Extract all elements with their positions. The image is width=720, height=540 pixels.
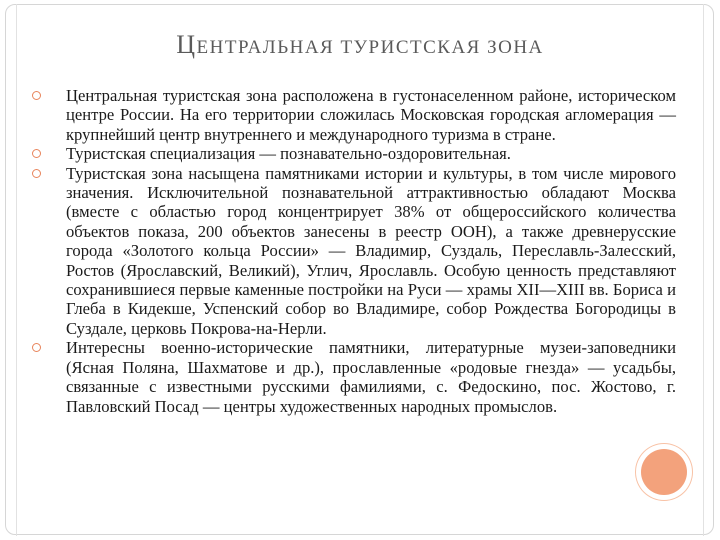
- title-capital-letter: Ц: [176, 30, 197, 59]
- list-item-text: Центральная туристская зона расположена в густонаселенном районе, историческом центре России. На его территории сложилась Московская городская агломерация — крупнейший центр внутреннего и международного туризма в стране.: [66, 86, 676, 144]
- frame-line-right: [703, 4, 704, 536]
- list-item: [30, 338, 676, 416]
- slide-title: [0, 30, 720, 60]
- frame-line-left: [16, 4, 17, 536]
- list-item-text: Туристская зона насыщена памятниками истории и культуры, в том числе мирового значения. Исключительной познавательной аттрактивностью обладают Москва (вместе с областью город концентрирует 38% от общероссийского количества объектов показа, 200 объектов занесены в реестр ООН), а также древнерусские города «Золотого кольца России» — Владимир, Суздаль, Переславль-Залесский, Ростов (Ярославский, Великий), Углич, Ярославль. Особую ценность представляют сохранившиеся первые каменные постройки на Руси — храмы XII—XIII вв. Бориса и Глеба в Кидекше, Успенский собор во Владимире, собор Рождества Богородицы в Суздале, церковь Покрова-на-Нерли.: [66, 163, 676, 338]
- hollow-circle-bullet-icon: [32, 91, 41, 100]
- list-item: [30, 164, 676, 339]
- list-item: [30, 144, 676, 163]
- hollow-circle-bullet-icon: [32, 169, 41, 178]
- list-item: [30, 86, 676, 144]
- hollow-circle-bullet-icon: [32, 149, 41, 158]
- bullet-list: [30, 86, 676, 416]
- hollow-circle-bullet-icon: [32, 343, 41, 352]
- orange-circle-decoration: [641, 449, 687, 495]
- title-text: ЕНТРАЛЬНАЯ ТУРИСТСКАЯ ЗОНА: [196, 37, 544, 58]
- list-item-text: Туристская специализация — познавательно-оздоровительная.: [66, 144, 511, 164]
- list-item-text: Интересны военно-исторические памятники, литературные музеи-заповедники (Ясная Поляна, Шахматове и др.), прославленные «родовые гнезда» — усадьбы, связанные с известными русскими фамилиями, с. Федоскино, пос. Жостово, г. Павловский Посад — центры художественных народных промыслов.: [66, 338, 676, 416]
